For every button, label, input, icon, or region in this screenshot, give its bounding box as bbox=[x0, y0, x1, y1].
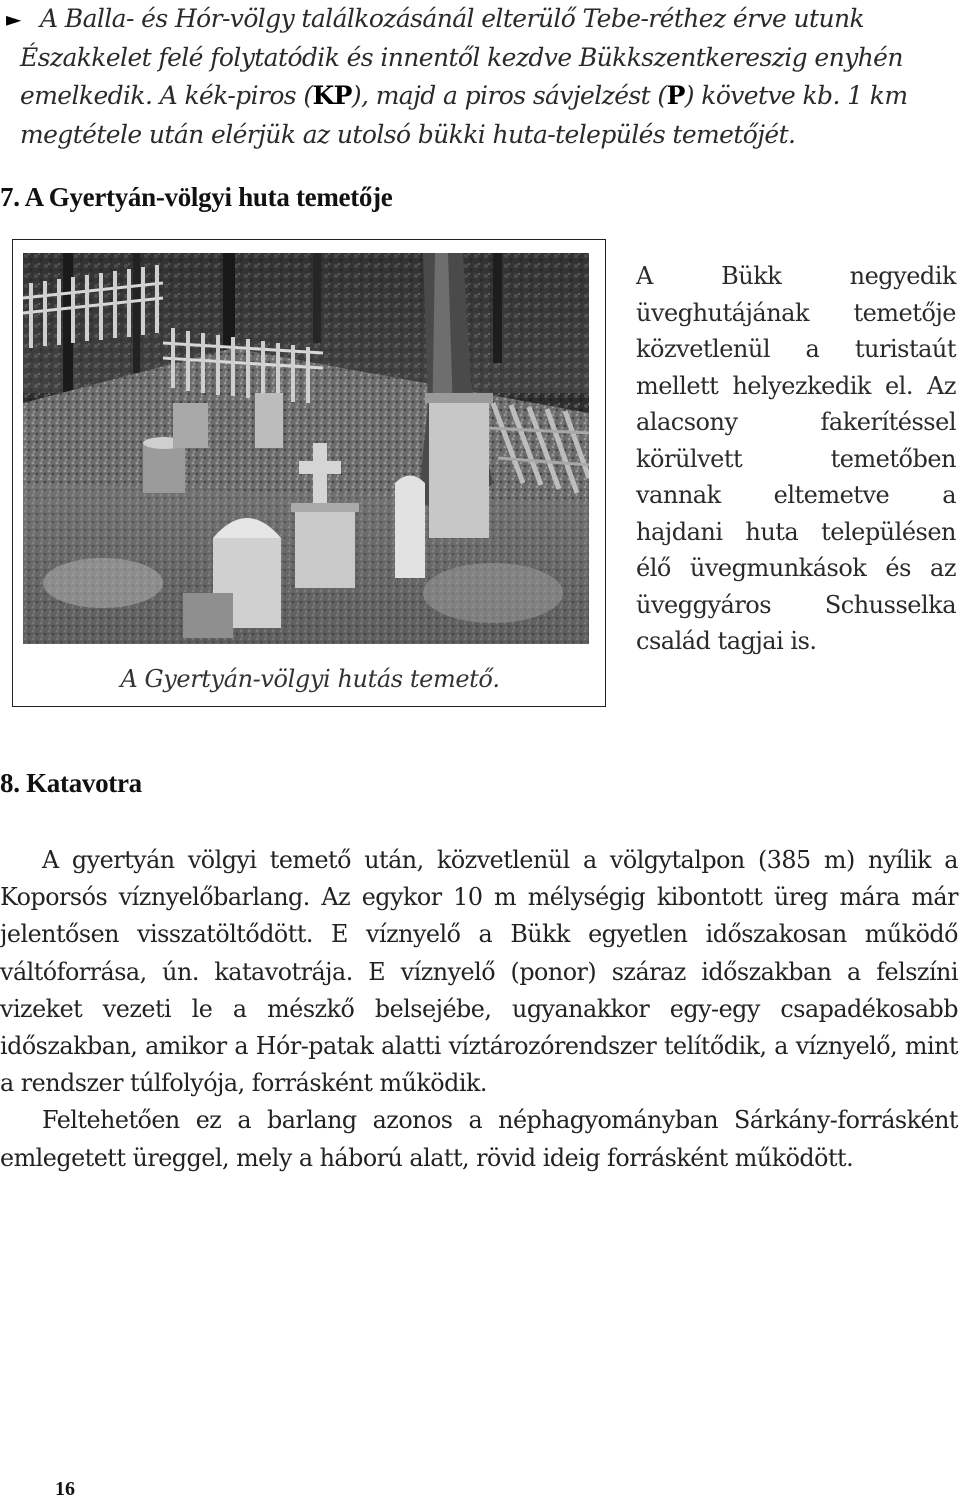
section-8-paragraph-2: Feltehetően ez a barlang azonos a néphagyományban Sárkány-forrásként emlegetett üreggel, mely a háború alatt, rövid ideig forrásként működött. bbox=[0, 1106, 958, 1172]
section-8-paragraph-1: A gyertyán völgyi temető után, közvetlenül a völgytalpon (385 m) nyílik a Koporsós víznyelőbarlang. Az egykor 10 m mélységig kibontott üreg mára már jelentősen visszatöltődött. E víznyelő a Bükk egyetlen időszakosan működő váltóforrása, ún. katavotrája. E víznyelő (ponor) száraz időszakban a felszíni vizeket vezeti le a mészkő belsejébe, ugyanakkor egy-egy csapadékosabb időszakban, amikor a Hór-patak alatti víztározórendszer telítődik, a víznyelő, mint a rendszer túlfolyója, forrásként működik. bbox=[0, 846, 958, 1098]
intro-text-part1: A Balla- és Hór-völgy találkozásánál elterülő Tebe-réthez érve utunk Északkelet felé folytatódik és innentől kezdve Bükkszentkereszig enyhén emelkedik. A kék-piros ( bbox=[20, 4, 903, 110]
trail-mark-p: P bbox=[666, 81, 685, 110]
section-8-heading: 8. Katavotra bbox=[0, 768, 142, 798]
intro-paragraph bbox=[6, 0, 935, 154]
section-7-side-text: A Bükk negyedik üveghutájának temetője közvetlenül a turistaút mellett helyezkedik el. Az alacsony fakerítéssel körülvett temetőben vannak eltemetve a hajdani huta településen élő üvegmunkások és az üveggyáros Schusselka család tagjai is. bbox=[636, 262, 956, 655]
section-8-body bbox=[0, 842, 958, 1177]
intro-text-part2: ), majd a piros sávjelzést ( bbox=[351, 81, 667, 110]
intro-text bbox=[20, 0, 935, 154]
page-number: 16 bbox=[55, 1478, 75, 1500]
trail-mark-kp: KP bbox=[312, 81, 352, 110]
figure-caption: A Gyertyán-völgyi hutás temető. bbox=[120, 665, 500, 693]
intro-text-part3: ) követve kb. 1 km megtétele után elérjük az utolsó bükki huta-település temetőjét. bbox=[20, 81, 908, 149]
section-7-heading: 7. A Gyertyán-völgyi huta temetője bbox=[0, 182, 393, 212]
cemetery-photo bbox=[23, 253, 589, 644]
figure-frame bbox=[12, 239, 606, 707]
bullet-arrow-icon: ► bbox=[6, 7, 21, 31]
